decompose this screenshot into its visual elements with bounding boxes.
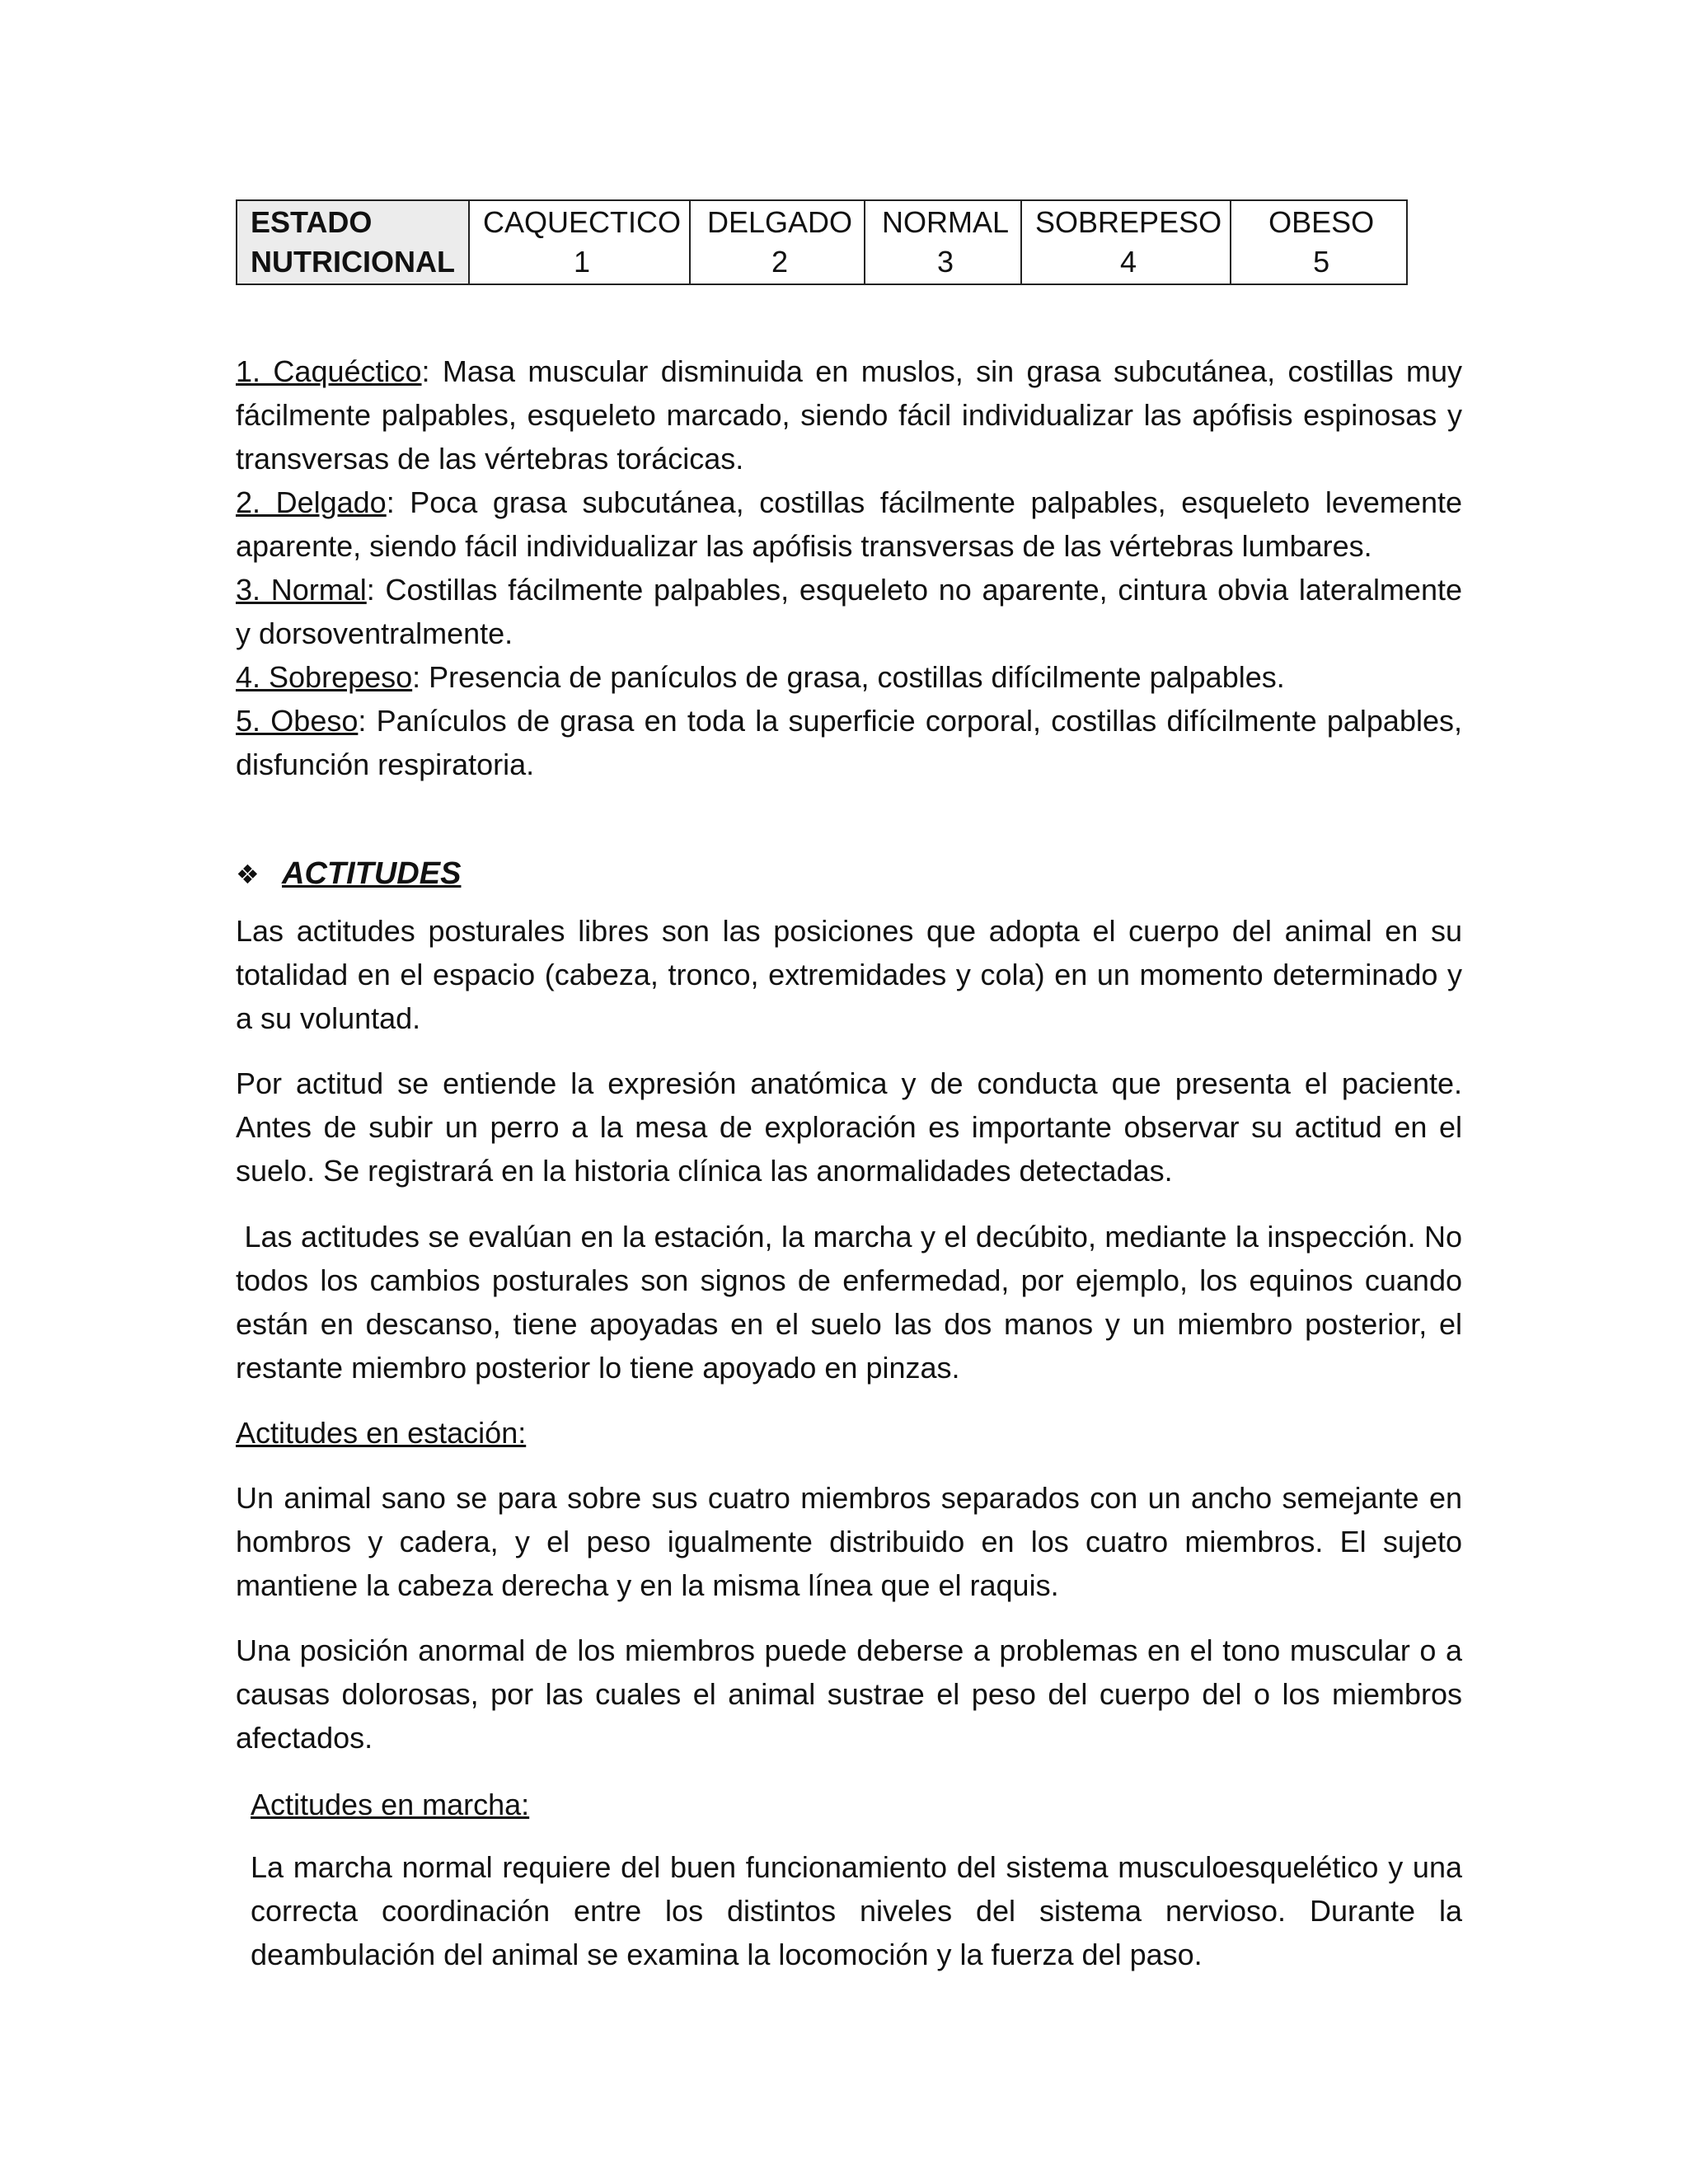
definition-term: 1. Caquéctico bbox=[236, 354, 422, 388]
table-cell-obeso bbox=[1231, 200, 1407, 284]
definition-item bbox=[236, 349, 1462, 480]
subheading-marcha: Actitudes en marcha: bbox=[251, 1788, 530, 1821]
category-score: 5 bbox=[1313, 245, 1330, 279]
category-score: 4 bbox=[1120, 245, 1137, 279]
definition-term: 3. Normal bbox=[236, 573, 367, 607]
header-line-2: NUTRICIONAL bbox=[251, 245, 455, 279]
category-score: 1 bbox=[573, 245, 591, 279]
category-name: NORMAL bbox=[882, 205, 1010, 239]
definition-text: : Masa muscular disminuida en muslos, sin grasa subcutánea, costillas muy fácilmente palpables, esqueleto marcado, siendo fácil individualizar las apófisis espinosas y transversas de las vértebras torácicas. bbox=[236, 354, 1462, 476]
diamond-bullet-icon: ❖ bbox=[236, 860, 260, 889]
table-cell-caquectico bbox=[469, 200, 690, 284]
subheading-estacion: Actitudes en estación: bbox=[236, 1416, 527, 1450]
nutrition-table bbox=[236, 199, 1408, 285]
paragraph: Las actitudes posturales libres son las posiciones que adopta el cuerpo del animal en su totalidad en el espacio (cabeza, tronco, extremidades y cola) en un momento determinado y a su voluntad. bbox=[236, 914, 1462, 1035]
definition-item bbox=[236, 480, 1462, 568]
header-line-1: ESTADO bbox=[251, 205, 373, 239]
definition-text: : Costillas fácilmente palpables, esqueleto no aparente, cintura obvia lateralmente y dorsoventralmente. bbox=[236, 573, 1462, 650]
paragraph: La marcha normal requiere del buen funcionamiento del sistema musculoesquelético y una correcta coordinación entre los distintos niveles del sistema nervioso. Durante la deambulación del animal se examina la locomoción y la fuerza del paso. bbox=[251, 1850, 1462, 1971]
definition-item bbox=[236, 655, 1462, 699]
definition-term: 2. Delgado bbox=[236, 485, 387, 519]
table-cell-delgado bbox=[690, 200, 865, 284]
category-name: DELGADO bbox=[706, 205, 853, 239]
category-name: OBESO bbox=[1268, 205, 1375, 239]
table-cell-normal bbox=[865, 200, 1021, 284]
definitions-block bbox=[236, 349, 1462, 786]
category-name: CAQUECTICO bbox=[483, 205, 682, 239]
table-row bbox=[237, 200, 1407, 284]
paragraph: Un animal sano se para sobre sus cuatro miembros separados con un ancho semejante en hombros y cadera, y el peso igualmente distribuido en los cuatro miembros. El sujeto mantiene la cabeza derecha y en la misma línea que el raquis. bbox=[236, 1481, 1462, 1602]
category-name: SOBREPESO bbox=[1035, 205, 1222, 239]
paragraph: Por actitud se entiende la expresión anatómica y de conducta que presenta el paciente. Antes de subir un perro a la mesa de exploración es importante observar su actitud en el suelo. Se registrará en la historia clínica las anormalidades detectadas. bbox=[236, 1066, 1462, 1188]
definition-term: 4. Sobrepeso bbox=[236, 660, 413, 694]
paragraph: Las actitudes se evalúan en la estación, la marcha y el decúbito, mediante la inspección. No todos los cambios posturales son signos de enfermedad, por ejemplo, los equinos cuando están en descanso, tiene apoyadas en el suelo las dos manos y un miembro posterior, el restante miembro posterior lo tiene apoyado en pinzas. bbox=[236, 1220, 1471, 1385]
category-score: 2 bbox=[771, 245, 789, 279]
definition-term: 5. Obeso bbox=[236, 704, 359, 738]
section-title: ACTITUDES bbox=[282, 856, 462, 891]
definition-text: : Poca grasa subcutánea, costillas fácilmente palpables, esqueleto levemente aparente, siendo fácil individualizar las apófisis transversas de las vértebras lumbares. bbox=[236, 485, 1462, 563]
definition-item bbox=[236, 699, 1462, 786]
paragraph: Una posición anormal de los miembros puede deberse a problemas en el tono muscular o a causas dolorosas, por las cuales el animal sustrae el peso del cuerpo del o los miembros afectados. bbox=[236, 1633, 1462, 1755]
section-heading bbox=[236, 853, 461, 895]
definition-text: : Presencia de panículos de grasa, costillas difícilmente palpables. bbox=[412, 660, 1285, 694]
definition-text: : Panículos de grasa en toda la superficie corporal, costillas difícilmente palpables, disfunción respiratoria. bbox=[236, 704, 1462, 781]
category-score: 3 bbox=[937, 245, 954, 279]
table-header-cell bbox=[237, 200, 469, 284]
table-cell-sobrepeso bbox=[1021, 200, 1231, 284]
definition-item bbox=[236, 568, 1462, 655]
